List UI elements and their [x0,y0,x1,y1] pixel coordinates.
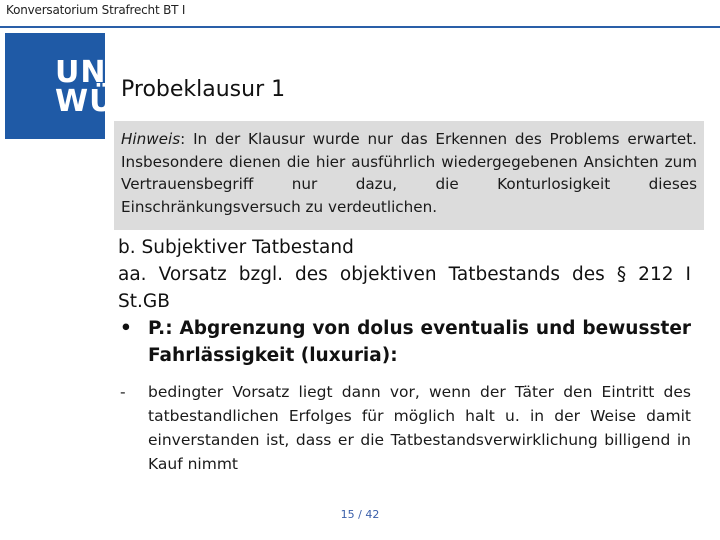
slide-body [118,234,691,369]
dash-symbol: - [120,383,126,401]
dash-text: bedingter Vorsatz liegt dann vor, wenn der Täter den Eintritt des tatbestandlichen Erfolges für möglich halt u. in der Weise damit einverstanden ist, dass er die Tatbestandsverwirklichung billigend in Kauf nimmt [148,383,691,473]
slide-title: Probeklausur 1 [121,77,286,102]
logo-line-1: UNI [55,55,119,90]
bullet-item [118,315,691,369]
heading-intent: aa. Vorsatz bzgl. des objektiven Tatbestands des § 212 I St.GB [118,264,691,312]
dash-item [118,380,691,476]
logo-line-2: WÜ [55,84,115,119]
hint-body: : In der Klausur wurde nur das Erkennen des Problems erwartet. Insbesondere dienen die hier ausführlich wiedergegebenen Ansichten zum Vertrauensbegriff nur dazu, die Konturlosigkeit dieses Einschränkungsversuch zu verdeutlichen. [121,130,697,216]
bullet-symbol: • [120,318,132,339]
hint-text [121,128,697,218]
hint-label: Hinweis [121,130,181,148]
page-number: 15 / 42 [340,508,380,521]
course-header: Konversatorium Strafrecht BT I [6,3,186,17]
bullet-text: P.: Abgrenzung von dolus eventualis und bewusster Fahrlässigkeit (luxuria): [148,318,691,366]
header-divider [0,26,720,28]
heading-subjective-elements: b. Subjektiver Tatbestand [118,237,354,258]
university-logo-text [55,55,119,119]
dash-list [118,380,691,476]
